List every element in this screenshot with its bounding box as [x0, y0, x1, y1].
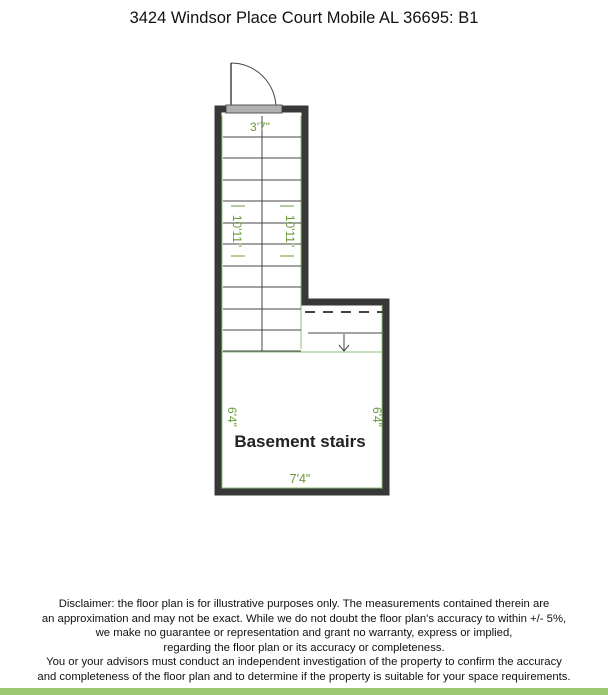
dim-top-width: 3'7"	[250, 120, 270, 134]
door-threshold	[226, 105, 282, 113]
dim-room-right: 6'4"	[370, 407, 384, 427]
disclaimer-line: regarding the floor plan or its accuracy or completeness.	[163, 641, 445, 654]
disclaimer-line: You or your advisors must conduct an independent investigation of the property to confirm the accuracy	[46, 656, 562, 669]
disclaimer-line: and completeness of the floor plan and to determine if the property is suitable for your space requirements.	[37, 670, 571, 683]
door-swing-arc	[231, 63, 276, 108]
disclaimer	[0, 597, 608, 685]
disclaimer-line: we make no guarantee or representation and grant no warranty, express or implied,	[95, 627, 513, 640]
stair-landing	[303, 303, 383, 351]
footer-accent-bar	[0, 688, 608, 695]
door	[226, 63, 282, 113]
disclaimer-line: an approximation and may not be exact. While we do not doubt the floor plan's accuracy to within +/- 5%,	[41, 612, 567, 625]
page-title: 3424 Windsor Place Court Mobile AL 36695: B1	[129, 9, 479, 27]
disclaimer-line: Disclaimer: the floor plan is for illustrative purposes only. The measurements contained therein are	[58, 598, 550, 610]
room-label: Basement stairs	[234, 432, 366, 451]
dim-room-left: 6'4"	[225, 407, 239, 427]
dim-room-bottom: 7'4"	[289, 472, 311, 486]
dim-stair-left: 10'11"	[230, 214, 244, 248]
dim-stair-right: 10'11"	[283, 214, 297, 248]
